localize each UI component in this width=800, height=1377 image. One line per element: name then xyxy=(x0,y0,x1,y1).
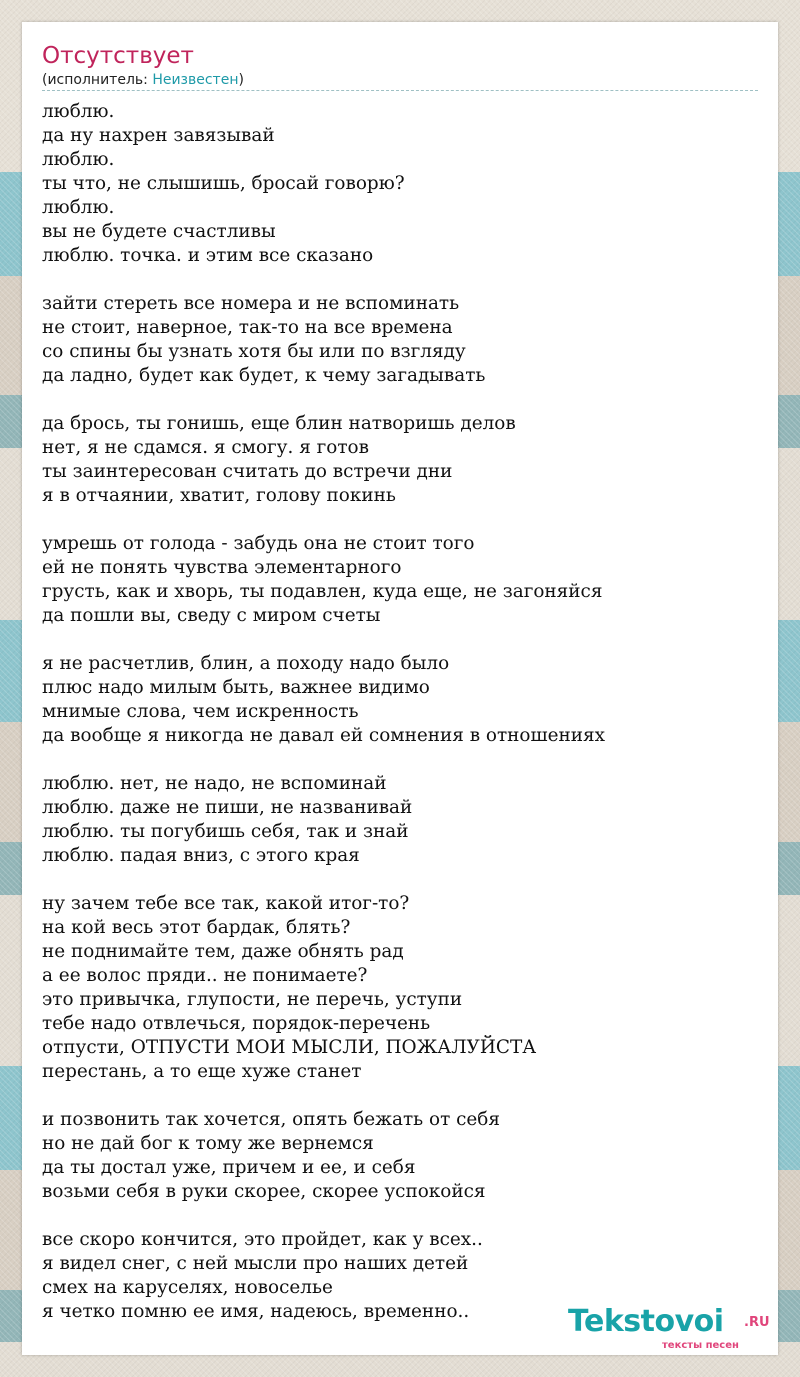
lyrics-line: люблю. xyxy=(42,149,115,170)
lyrics-line: плюс надо милым быть, важнее видимо xyxy=(42,677,430,698)
lyrics-line: люблю. xyxy=(42,101,115,122)
lyrics-line: умрешь от голода - забудь она не стоит того xyxy=(42,533,475,554)
lyrics-line: и позвонить так хочется, опять бежать от себя xyxy=(42,1109,500,1130)
lyrics-line: люблю. точка. и этим все сказано xyxy=(42,245,374,266)
lyrics-line: люблю. ты погубишь себя, так и знай xyxy=(42,821,409,842)
lyrics-line: а ее волос пряди.. не понимаете? xyxy=(42,965,368,986)
lyrics-stanza xyxy=(42,292,762,388)
lyrics-line: я четко помню ее имя, надеюсь, временно.. xyxy=(42,1301,470,1322)
lyrics-line: нет, я не сдамся. я смогу. я готов xyxy=(42,437,369,458)
lyrics-line: вы не будете счастливы xyxy=(42,221,276,242)
lyrics-line: да вообще я никогда не давал ей сомнения в отношениях xyxy=(42,725,605,746)
lyrics-line: ты заинтересован считать до встречи дни xyxy=(42,461,453,482)
lyrics-line: да пошли вы, сведу с миром счеты xyxy=(42,605,381,626)
lyrics-line: ей не понять чувства элементарного xyxy=(42,557,402,578)
lyrics-stanza xyxy=(42,412,762,508)
lyrics-stanza xyxy=(42,1108,762,1204)
lyrics-line: мнимые слова, чем искренность xyxy=(42,701,359,722)
lyrics-line: ну зачем тебе все так, какой итог-то? xyxy=(42,893,410,914)
lyrics-card xyxy=(22,22,778,1355)
logo-tagline: тексты песен xyxy=(662,1340,739,1351)
song-title: Отсутствует xyxy=(42,43,194,69)
artist-line xyxy=(42,71,244,89)
lyrics-line: зайти стереть все номера и не вспоминать xyxy=(42,293,460,314)
lyrics-line: да брось, ты гонишь, еще блин натворишь делов xyxy=(42,413,516,434)
lyrics-line: это привычка, глупости, не перечь, уступи xyxy=(42,989,463,1010)
lyrics-stanza xyxy=(42,892,762,1084)
lyrics-line: да ну нахрен завязывай xyxy=(42,125,275,146)
lyrics-line: на кой весь этот бардак, блять? xyxy=(42,917,351,938)
lyrics-line: не стоит, наверное, так-то на все времена xyxy=(42,317,453,338)
lyrics-line: да ты достал уже, причем и ее, и себя xyxy=(42,1157,416,1178)
lyrics-line: грусть, как и хворь, ты подавлен, куда еще, не загоняйся xyxy=(42,581,603,602)
lyrics-stanza xyxy=(42,652,762,748)
title-divider xyxy=(42,90,758,91)
lyrics-line: да ладно, будет как будет, к чему загадывать xyxy=(42,365,486,386)
artist-prefix: (исполнитель: xyxy=(42,72,153,88)
lyrics-line: все скоро кончится, это пройдет, как у всех.. xyxy=(42,1229,483,1250)
lyrics-line: я не расчетлив, блин, а походу надо было xyxy=(42,653,450,674)
lyrics-line: отпусти, ОТПУСТИ МОИ МЫСЛИ, ПОЖАЛУЙСТА xyxy=(42,1037,537,1058)
artist-suffix: ) xyxy=(238,72,244,88)
logo-tld: .RU xyxy=(744,1315,770,1330)
lyrics-line: смех на каруселях, новоселье xyxy=(42,1277,333,1298)
lyrics-text xyxy=(42,100,762,1324)
lyrics-line: возьми себя в руки скорее, скорее успокойся xyxy=(42,1181,486,1202)
lyrics-stanza xyxy=(42,532,762,628)
lyrics-line: люблю. xyxy=(42,197,115,218)
artist-link[interactable]: Неизвестен xyxy=(152,72,239,88)
lyrics-line: я видел снег, с ней мысли про наших детей xyxy=(42,1253,469,1274)
lyrics-line: люблю. нет, не надо, не вспоминай xyxy=(42,773,387,794)
logo-name: Tekstovoi xyxy=(568,1304,724,1339)
lyrics-line: со спины бы узнать хотя бы или по взгляду xyxy=(42,341,466,362)
lyrics-line: люблю. даже не пиши, не названивай xyxy=(42,797,413,818)
lyrics-stanza xyxy=(42,100,762,268)
lyrics-stanza xyxy=(42,772,762,868)
lyrics-line: не поднимайте тем, даже обнять рад xyxy=(42,941,404,962)
site-logo[interactable] xyxy=(568,1304,778,1351)
lyrics-line: но не дай бог к тому же вернемся xyxy=(42,1133,374,1154)
lyrics-line: перестань, а то еще хуже станет xyxy=(42,1061,362,1082)
lyrics-line: тебе надо отвлечься, порядок-перечень xyxy=(42,1013,431,1034)
lyrics-line: ты что, не слышишь, бросай говорю? xyxy=(42,173,405,194)
lyrics-line: люблю. падая вниз, с этого края xyxy=(42,845,360,866)
lyrics-line: я в отчаянии, хватит, голову покинь xyxy=(42,485,396,506)
